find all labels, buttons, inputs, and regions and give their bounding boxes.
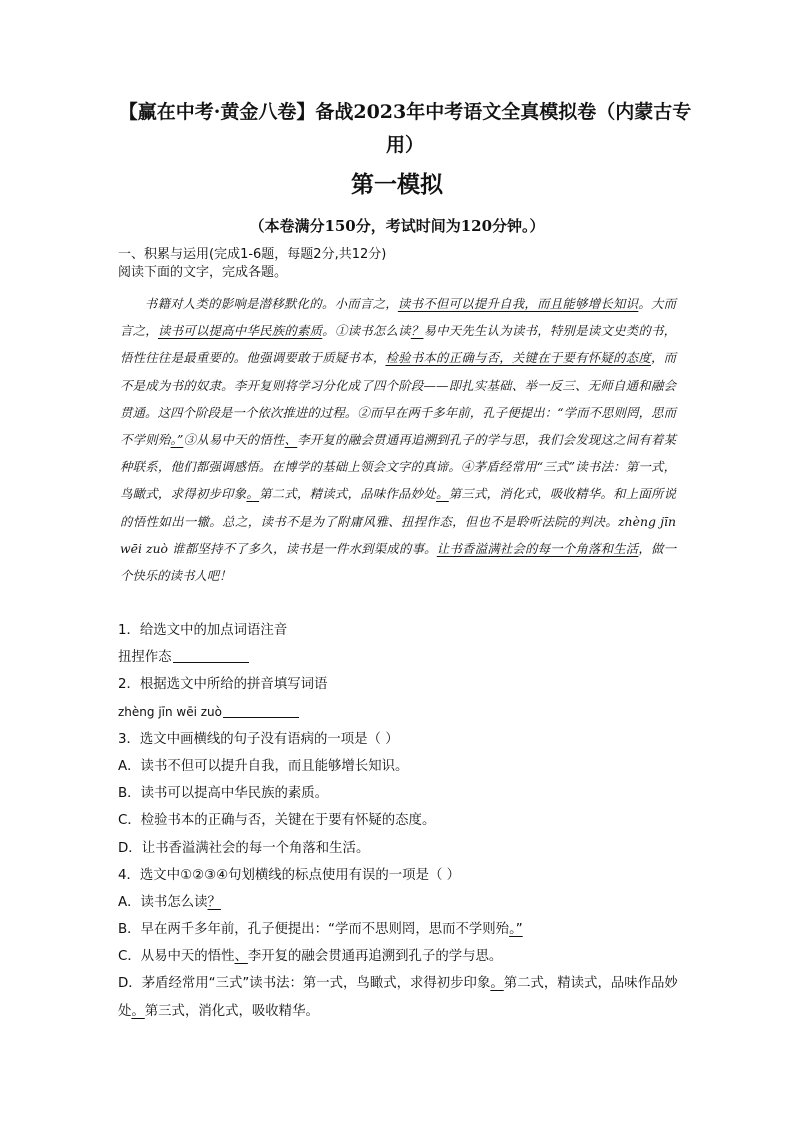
document-subtitle: 第一模拟 xyxy=(351,171,443,198)
question-4-option-a[interactable] xyxy=(118,889,688,916)
option-text: B．早在两千多年前，孔子便提出：“学而不思则罔，思而不学则殆 xyxy=(118,922,510,938)
passage-text: ，而不是成为书的奴隶。李开复则将学习分化成了四个阶段——即扎实基础、举一反三、无师自通和融会贯通。这四个阶段是一个依次推进的过程。②而早在两千多年前，孔子便提出：“学而不思则罔，思而不学则殆 xyxy=(120,350,677,448)
question-3-option-c[interactable]: C．检验书本的正确与否，关键在于要有怀疑的态度。 xyxy=(118,813,436,829)
question-list xyxy=(118,617,688,1025)
section-heading: 一、积累与运用(完成1-6题，每题2分,共12分) xyxy=(118,247,387,262)
underlined-punctuation-5: 。 xyxy=(436,486,449,502)
underlined-punctuation-4: 。 xyxy=(246,486,260,502)
answer-blank-2[interactable] xyxy=(223,703,299,718)
underlined-sentence-1: 读书不但可以提升自我，而且能够增长知识 xyxy=(397,296,639,311)
reading-passage xyxy=(120,290,676,589)
underlined-punctuation-2: 。” xyxy=(170,432,184,448)
question-2-item xyxy=(118,699,688,726)
question-3-option-d[interactable]: D．让书香溢满社会的每一个角落和生活。 xyxy=(118,840,370,856)
question-4-option-d[interactable] xyxy=(118,970,688,1024)
option-text: C．从易中天的悟性 xyxy=(118,949,235,965)
question-1-term: 扭捏作态 xyxy=(118,650,172,666)
underlined-punctuation-1: ？ xyxy=(410,323,424,339)
option-text: 第三式，消化式，吸收精华。 xyxy=(144,1003,319,1019)
document-title: 【赢在中考·黄金八卷】备战2023年中考语文全真模拟卷（内蒙古专用） xyxy=(118,101,692,156)
question-2: 2．根据选文中所给的拼音填写词语 xyxy=(118,677,328,693)
underlined-punctuation-3: 、 xyxy=(284,432,298,448)
underlined-sentence-4: 让书香溢满社会的每一个角落和生活 xyxy=(436,540,639,556)
question-2-pinyin: zhèng jīn wēi zuò xyxy=(118,704,223,719)
question-3: 3．选文中画横线的句子没有语病的一项是（ ） xyxy=(118,731,399,747)
passage-text: 第二式，精读式，品味作品妙处 xyxy=(259,486,437,502)
underlined-mark: 、 xyxy=(234,949,248,965)
question-1-item xyxy=(118,644,688,671)
option-text: A．读书怎么读 xyxy=(118,894,208,910)
option-text: 第二式，精读式，品味作品妙处 xyxy=(118,976,678,1019)
question-3-option-b[interactable]: B．读书可以提高中华民族的素质。 xyxy=(118,786,329,802)
question-1: 1．给选文中的加点词语注音 xyxy=(118,623,288,638)
passage-text: 李开复的融会贯通再追溯到孔子的学与思，我们会发现这之间有着某种联系，他们都强调感悟。在博学的基础上领会文字的真谛。④茅盾经常用“三式”读书法：第一式，鸟瞰式，求得初步印象 xyxy=(120,432,677,502)
passage-text: 。大而言之， xyxy=(120,296,677,339)
passage-text: ，做一个快乐的读书人吧！ xyxy=(120,540,677,584)
question-4-option-b[interactable] xyxy=(118,916,688,943)
exam-note: （本卷满分150分，考试时间为120分钟。） xyxy=(249,217,545,235)
passage-text: ③从易中天的悟性 xyxy=(183,432,285,448)
underlined-mark: ？ xyxy=(207,894,221,910)
passage-text: 书籍对人类的影响是潜移默化的。小而言之， xyxy=(144,296,398,311)
underlined-mark: 。” xyxy=(509,922,523,938)
option-text: 李开复的融会贯通再追溯到孔子的学与思。 xyxy=(247,949,503,965)
underlined-mark: 。 xyxy=(131,1003,145,1019)
passage-text: 。①读书怎么读 xyxy=(322,323,411,339)
question-4: 4．选文中①②③④句划横线的标点使用有误的一项是（ ） xyxy=(118,867,460,883)
question-4-option-c[interactable] xyxy=(118,943,688,970)
answer-blank-1[interactable] xyxy=(173,648,249,663)
underlined-sentence-2: 读书可以提高中华民族的素质 xyxy=(157,323,323,339)
question-3-option-a[interactable]: A．读书不但可以提升自我，而且能够增长知识。 xyxy=(118,758,409,774)
passage-text: 易中天先生认为读书，特别是读文史类的书，悟性往往是最重要的。他强调要敢于质疑书本， xyxy=(120,323,677,366)
underlined-mark: 。 xyxy=(490,976,504,992)
option-text: D．茅盾经常用“三式”读书法：第一式，鸟瞰式，求得初步印象 xyxy=(118,976,491,992)
underlined-sentence-3: 检验书本的正确与否，关键在于要有怀疑的态度 xyxy=(385,350,651,366)
reading-instruction: 阅读下面的文字，完成各题。 xyxy=(118,265,288,280)
passage-text: 第三式，消化式，吸收精华。和上面所说的悟性如出一辙。总之，读书不是为了附庸风雅、扭捏作态，但也不是聆听法院的判决。zhèng jīn wēi zuò 谁都坚持不了多久，读书是一件水到渠成的事。 xyxy=(120,486,677,556)
